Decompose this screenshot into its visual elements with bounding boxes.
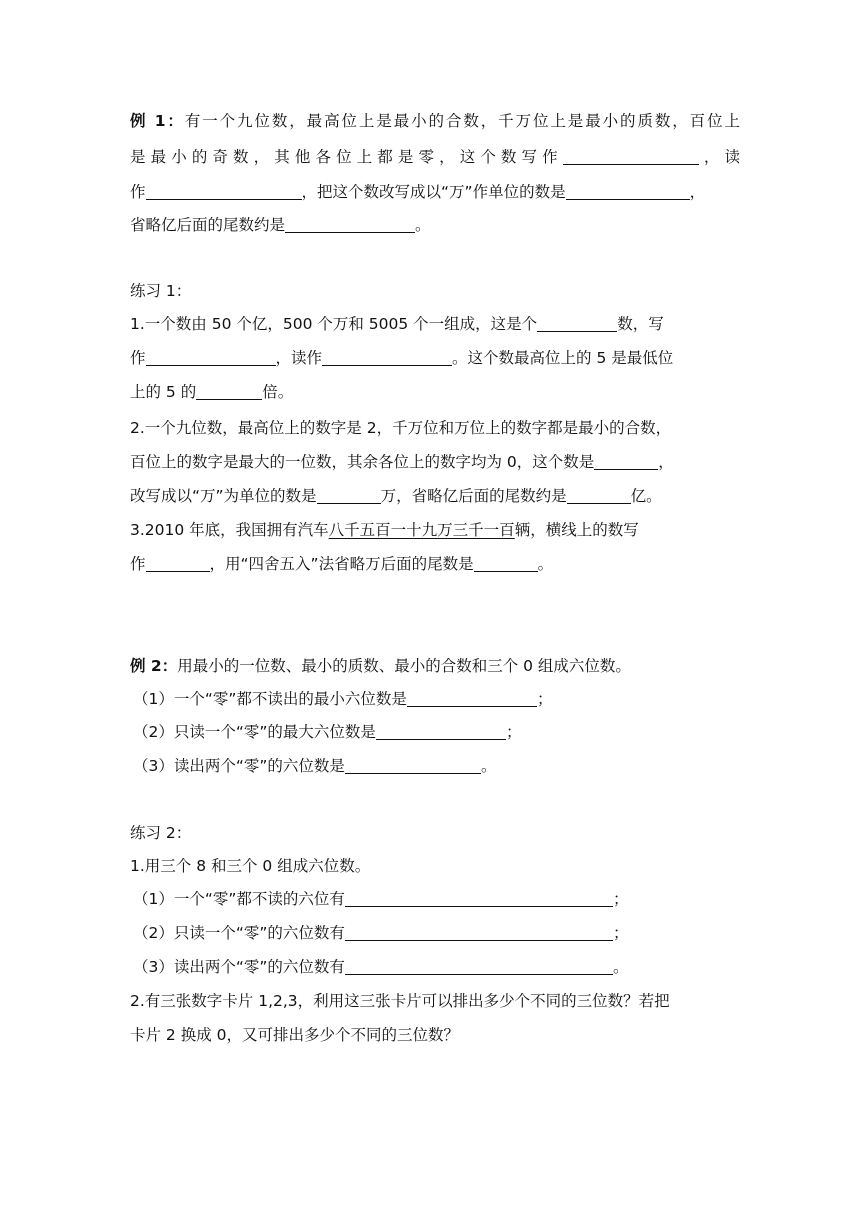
- answer-blank[interactable]: [537, 315, 617, 332]
- practice1-q2-line1: 2.一个九位数，最高位上的数字是 2，千万位和万位上的数字都是最小的合数，: [130, 419, 672, 437]
- practice1-q1-line3: 上的 5 的 倍。: [130, 383, 294, 401]
- practice2-q2-line2: 卡片 2 换成 0，又可排出多少个不同的三位数？: [130, 1026, 460, 1044]
- example1-line4: 省略亿后面的尾数约是 。: [130, 216, 431, 234]
- example1-line3: 作 ，把这个数改写成以“万”作单位的数是 ，: [130, 183, 706, 201]
- answer-blank[interactable]: [376, 723, 506, 740]
- answer-blank[interactable]: [146, 349, 276, 366]
- practice1-q2-line2: 百位上的数字是最大的一位数，其余各位上的数字均为 0，这个数是 ，: [130, 453, 674, 471]
- example1-line2: 是最小的奇数，其他各位上都是零，这个数写作 ，读: [130, 148, 740, 166]
- practice2-heading: 练习 2：: [130, 824, 192, 842]
- answer-blank[interactable]: [567, 487, 631, 504]
- answer-blank[interactable]: [322, 349, 452, 366]
- practice2-q1: 1.用三个 8 和三个 0 组成六位数。: [130, 857, 371, 875]
- answer-blank[interactable]: [285, 216, 415, 233]
- example2-item-1: （1）一个“零”都不读出的最小六位数是 ；: [133, 690, 553, 708]
- answer-blank[interactable]: [345, 757, 481, 774]
- practice1-q1-line2: 作 ，读作 。这个数最高位上的 5 是最低位: [130, 349, 674, 367]
- practice2-q2-line1: 2.有三张数字卡片 1,2,3，利用这三张卡片可以排出多少个不同的三位数？若把: [130, 992, 670, 1010]
- answer-blank[interactable]: [146, 183, 302, 200]
- example2-item-2: （2）只读一个“零”的最大六位数是 ；: [133, 723, 522, 741]
- practice1-heading: 练习 1：: [130, 282, 192, 300]
- example1-label: 例 1: [130, 112, 166, 130]
- answer-blank[interactable]: [345, 890, 613, 907]
- answer-blank[interactable]: [317, 487, 381, 504]
- answer-blank[interactable]: [146, 555, 210, 572]
- practice2-item-3: （3）读出两个“零”的六位数有 。: [133, 958, 629, 976]
- practice2-item-1: （1）一个“零”都不读的六位有 ；: [133, 890, 629, 908]
- practice1-q3-line2: 作 ，用“四舍五入”法省略万后面的尾数是 。: [130, 555, 554, 573]
- answer-blank[interactable]: [594, 453, 658, 470]
- answer-blank[interactable]: [345, 924, 613, 941]
- answer-blank[interactable]: [563, 148, 699, 165]
- answer-blank[interactable]: [196, 383, 262, 400]
- practice1-q1-line1: 1.一个数由 50 个亿，500 个万和 5005 个一组成，这是个 数，写: [130, 315, 664, 333]
- example1-line1: 例 1：有一个九位数，最高位上是最小的合数，千万位上是最小的质数，百位上: [130, 112, 740, 130]
- practice1-q3-line1: 3.2010 年底，我国拥有汽车八千五百一十九万三千一百辆，横线上的数写: [130, 521, 639, 539]
- example2-label: 例 2: [130, 657, 162, 675]
- answer-blank[interactable]: [407, 690, 537, 707]
- practice1-q2-line3: 改写成以“万”为单位的数是 万，省略亿后面的尾数约是 亿。: [130, 487, 662, 505]
- underlined-number-text: 八千五百一十九万三千一百: [328, 521, 515, 539]
- answer-blank[interactable]: [345, 958, 613, 975]
- practice2-item-2: （2）只读一个“零”的六位数有 ；: [133, 924, 629, 942]
- answer-blank[interactable]: [474, 555, 538, 572]
- example2-intro: 例 2：用最小的一位数、最小的质数、最小的合数和三个 0 组成六位数。: [130, 657, 631, 675]
- answer-blank[interactable]: [566, 183, 690, 200]
- example2-item-3: （3）读出两个“零”的六位数是 。: [133, 757, 497, 775]
